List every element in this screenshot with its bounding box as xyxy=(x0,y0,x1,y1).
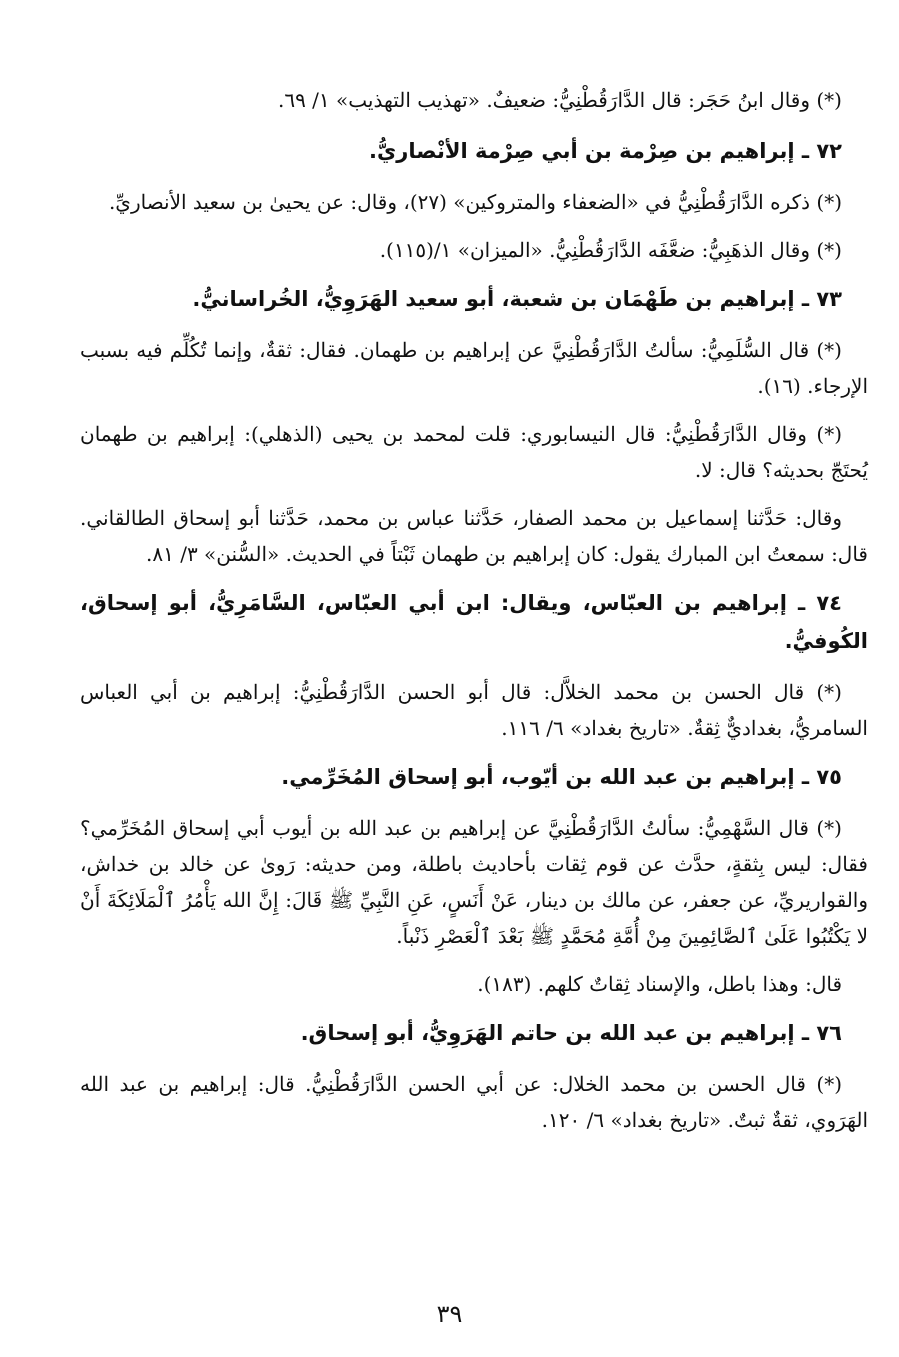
paragraph: (*) وقال الدَّارَقُطْنِيُّ: قال النيسابوري: قلت لمحمد بن يحيى (الذهلي): إبراهيم بن طهمان يُحتَجّ بحديثه؟ قال: لا. xyxy=(80,422,868,482)
entry-heading: ٧٦ ـ إبراهيم بن عبد الله بن حاتم الهَرَوِيُّ، أبو إسحاق. xyxy=(300,1021,842,1045)
paragraph: (*) وقال ابنُ حَجَر: قال الدَّارَقُطْنِيُّ: ضعيفٌ. «تهذيب التهذيب» ١/ ٦٩. xyxy=(277,88,842,112)
page-body xyxy=(80,82,868,1150)
paragraph: (*) قال الحسن بن محمد الخلال: عن أبي الحسن الدَّارَقُطْنِيُّ. قال: إبراهيم بن عبد الله الهَرَوي، ثقةٌ ثبتٌ. «تاريخ بغداد» ٦/ ١٢٠. xyxy=(80,1072,868,1132)
paragraph: (*) وقال الذهَبِيُّ: ضعَّفَه الدَّارَقُطْنِيُّ. «الميزان» ١/(١١٥). xyxy=(379,238,842,262)
entry-heading: ٧٣ ـ إبراهيم بن طَهْمَان بن شعبة، أبو سعيد الهَرَوِيُّ، الخُراسانيُّ. xyxy=(192,287,842,311)
paragraph: (*) قال الحسن بن محمد الخلاَّل: قال أبو الحسن الدَّارَقُطْنِيُّ: إبراهيم بن أبي العباس السامريُّ، بغداديٌّ ثِقةٌ. «تاريخ بغداد» ٦/ ١١٦. xyxy=(80,680,868,740)
paragraph: (*) ذكره الدَّارَقُطْنِيُّ في «الضعفاء والمتروكين» (٢٧)، وقال: عن يحيىٰ بن سعيد الأنصاريِّ. xyxy=(108,190,842,214)
page-number: ٣٩ xyxy=(436,1300,463,1328)
paragraph: قال: وهذا باطل، والإسناد ثِقاتٌ كلهم. (١٨٣). xyxy=(477,972,842,996)
paragraph: (*) قال السُّلَمِيُّ: سألتُ الدَّارَقُطْنِيَّ عن إبراهيم بن طهمان. فقال: ثقةٌ، وإنما تُكُلِّم فيه بسبب الإرجاء. (١٦). xyxy=(80,338,868,398)
paragraph: (*) قال السَّهْمِيُّ: سألتُ الدَّارَقُطْنِيَّ عن إبراهيم بن عبد الله بن أيوب أبي إسحاق المُخَرِّمي؟ فقال: ليس بِثقةٍ، حدَّث عن قوم ثِقات بأحاديث باطلة، ومن حديثه: رَوىٰ عن خالد بن خداش، والقواريريِّ، عن جعفر، عن مالك بن دينار، عَنْ أَنَسٍ، عَنِ النَّبِيِّ ﷺ قَالَ: إِنَّ الله يَأْمُرُ ٱلْمَلَائِكَةَ أَنْ لا يَكْتُبُوا عَلَىٰ ٱلصَّائِمِينَ مِنْ أُمَّةِ مُحَمَّدٍ ﷺ بَعْدَ ٱلْعَصْرِ ذَنْباً. xyxy=(80,816,868,948)
entry-heading: ٧٤ ـ إبراهيم بن العبّاس، ويقال: ابن أبي العبّاس، السَّامَرِيُّ، أبو إسحاق، الكُوفيُّ. xyxy=(80,591,868,653)
entry-heading: ٧٢ ـ إبراهيم بن صِرْمة بن أبي صِرْمة الأنْصاريُّ. xyxy=(369,139,842,163)
paragraph: وقال: حَدَّثنا إسماعيل بن محمد الصفار، حَدَّثنا عباس بن محمد، حَدَّثنا أبو إسحاق الطالقاني. قال: سمعتُ ابن المبارك يقول: كان إبراهيم بن طهمان ثَبْتاً في الحديث. «السُّنن» ٣/ ٨١. xyxy=(80,506,868,566)
entry-heading: ٧٥ ـ إبراهيم بن عبد الله بن أيّوب، أبو إسحاق المُخَرِّمي. xyxy=(281,765,842,789)
